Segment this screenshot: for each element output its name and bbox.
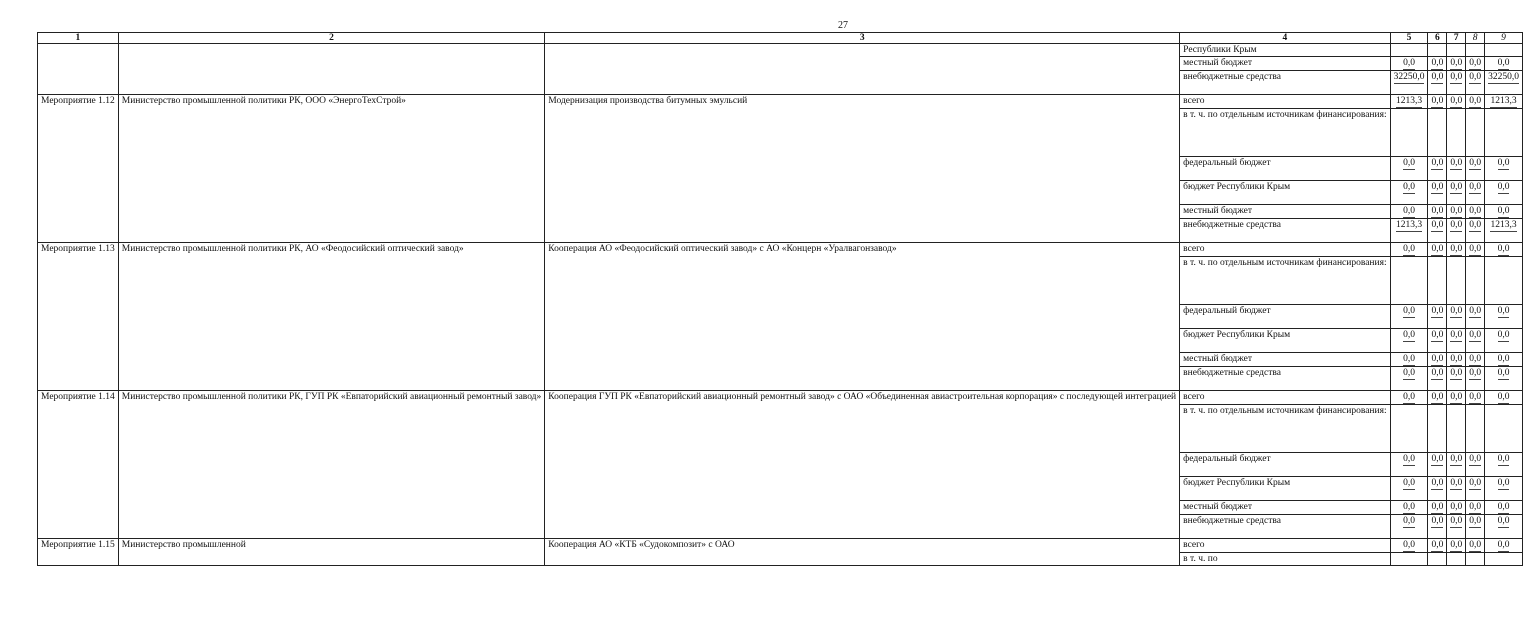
value-cell: [1447, 95, 1466, 109]
value-text: 0,0: [1497, 540, 1510, 550]
value-cell: [1466, 367, 1485, 391]
value-cell: [1428, 205, 1447, 219]
value-text: 0,0: [1469, 72, 1482, 82]
value-cell: [1466, 553, 1485, 566]
value-text: 0,0: [1497, 206, 1510, 216]
financing-table: [37, 32, 1523, 566]
value-text: 0,0: [1403, 368, 1415, 378]
value-cell: [1390, 181, 1428, 205]
value-text: 0,0: [1403, 392, 1415, 402]
col-header: 4: [1180, 33, 1390, 44]
value-text: 0,0: [1469, 354, 1482, 364]
value-text: 0,0: [1403, 182, 1415, 192]
value-text: 0,0: [1450, 540, 1463, 550]
value-text: 0,0: [1431, 96, 1444, 106]
value-text: 0,0: [1450, 220, 1463, 230]
value-text: 0,0: [1469, 330, 1482, 340]
value-cell: [1466, 501, 1485, 515]
value-text: 0,0: [1469, 306, 1482, 316]
value-text: 0,0: [1469, 182, 1482, 192]
value-text: 0,0: [1469, 478, 1482, 488]
header-row: [38, 33, 1523, 44]
value-cell: [1466, 539, 1485, 553]
value-text: 0,0: [1403, 58, 1415, 68]
value-cell: [1447, 57, 1466, 71]
value-text: 0,0: [1469, 392, 1482, 402]
value-text: 0,0: [1450, 72, 1463, 82]
value-cell: [1466, 353, 1485, 367]
value-cell: [1428, 515, 1447, 539]
value-text: 0,0: [1450, 244, 1463, 254]
value-text: 0,0: [1431, 454, 1444, 464]
value-cell: [1485, 367, 1523, 391]
table-row: [38, 243, 1523, 257]
value-cell: [1466, 109, 1485, 157]
value-text: 0,0: [1403, 516, 1415, 526]
measure-id: Мероприятие 1.15: [38, 539, 119, 566]
value-cell: [1428, 44, 1447, 57]
value-text: 0,0: [1431, 392, 1444, 402]
value-text: 0,0: [1450, 392, 1463, 402]
value-cell: [1466, 44, 1485, 57]
value-cell: [1428, 453, 1447, 477]
value-cell: [1428, 539, 1447, 553]
value-cell: [1485, 305, 1523, 329]
value-cell: [1485, 477, 1523, 501]
value-cell: [1447, 305, 1466, 329]
value-text: 0,0: [1469, 244, 1482, 254]
name-cell: [545, 44, 1180, 95]
value-cell: [1466, 257, 1485, 305]
value-cell: [1485, 553, 1523, 566]
source-cell: всего: [1180, 95, 1390, 109]
value-cell: [1485, 501, 1523, 515]
value-text: 0,0: [1469, 96, 1482, 106]
value-cell: [1390, 44, 1428, 57]
source-cell: в т. ч. по отдельным источникам финансирования:: [1180, 109, 1390, 157]
value-text: 0,0: [1403, 158, 1415, 168]
source-cell: внебюджетные средства: [1180, 219, 1390, 243]
value-cell: [1485, 515, 1523, 539]
value-cell: [1485, 219, 1523, 243]
value-cell: [1466, 181, 1485, 205]
value-text: 0,0: [1469, 158, 1482, 168]
value-cell: [1428, 501, 1447, 515]
value-cell: [1390, 391, 1428, 405]
value-cell: [1447, 553, 1466, 566]
value-cell: [1428, 243, 1447, 257]
value-cell: [1390, 205, 1428, 219]
value-cell: [1466, 157, 1485, 181]
value-cell: [1485, 181, 1523, 205]
col-header: 3: [545, 33, 1180, 44]
value-text: 0,0: [1403, 454, 1415, 464]
value-cell: [1485, 539, 1523, 553]
value-text: 0,0: [1497, 354, 1510, 364]
value-text: 0,0: [1469, 220, 1482, 230]
value-cell: [1428, 477, 1447, 501]
value-text: 0,0: [1403, 502, 1415, 512]
source-cell: внебюджетные средства: [1180, 71, 1390, 95]
value-cell: [1390, 353, 1428, 367]
value-cell: [1428, 553, 1447, 566]
value-text: 0,0: [1497, 244, 1510, 254]
source-cell: федеральный бюджет: [1180, 453, 1390, 477]
value-text: 0,0: [1431, 368, 1444, 378]
value-text: 0,0: [1497, 516, 1510, 526]
value-cell: [1485, 391, 1523, 405]
value-cell: [1447, 539, 1466, 553]
value-cell: [1447, 391, 1466, 405]
value-cell: [1466, 243, 1485, 257]
value-text: 0,0: [1403, 244, 1415, 254]
source-cell: федеральный бюджет: [1180, 305, 1390, 329]
value-cell: [1428, 219, 1447, 243]
value-text: 0,0: [1497, 58, 1510, 68]
source-cell: всего: [1180, 539, 1390, 553]
col-header: 8: [1466, 33, 1485, 44]
value-text: 0,0: [1431, 182, 1444, 192]
measure-id: Мероприятие 1.14: [38, 391, 119, 539]
source-cell: в т. ч. по отдельным источникам финансирования:: [1180, 405, 1390, 453]
value-cell: [1466, 453, 1485, 477]
table-row: [38, 44, 1523, 57]
value-text: 0,0: [1497, 392, 1510, 402]
value-cell: [1390, 477, 1428, 501]
value-cell: [1447, 109, 1466, 157]
source-cell: бюджет Республики Крым: [1180, 329, 1390, 353]
value-text: 0,0: [1469, 516, 1482, 526]
value-text: 0,0: [1450, 354, 1463, 364]
value-text: 0,0: [1497, 478, 1510, 488]
value-text: 0,0: [1431, 330, 1444, 340]
value-cell: [1447, 219, 1466, 243]
value-text: 0,0: [1450, 206, 1463, 216]
value-cell: [1447, 243, 1466, 257]
value-text: 0,0: [1403, 206, 1415, 216]
value-cell: [1466, 305, 1485, 329]
value-cell: [1466, 329, 1485, 353]
value-cell: [1466, 391, 1485, 405]
source-cell: в т. ч. по отдельным источникам финансирования:: [1180, 257, 1390, 305]
measure-name: Кооперация АО «Феодосийский оптический завод» с АО «Концерн «Уралвагонзавод»: [545, 243, 1180, 391]
value-text: 0,0: [1497, 158, 1510, 168]
value-text: 0,0: [1450, 454, 1463, 464]
value-text: 0,0: [1403, 330, 1415, 340]
value-text: 0,0: [1469, 454, 1482, 464]
value-cell: [1466, 71, 1485, 95]
executor: Министерство промышленной политики РК, АО «Феодосийский оптический завод»: [118, 243, 545, 391]
source-cell: бюджет Республики Крым: [1180, 477, 1390, 501]
table-body: [38, 44, 1523, 566]
value-text: 0,0: [1450, 96, 1463, 106]
value-cell: [1447, 181, 1466, 205]
value-cell: [1447, 329, 1466, 353]
value-text: 0,0: [1450, 158, 1463, 168]
value-text: 0,0: [1497, 502, 1510, 512]
value-cell: [1390, 71, 1428, 95]
value-cell: [1466, 219, 1485, 243]
value-cell: [1485, 205, 1523, 219]
executor: Министерство промышленной: [118, 539, 545, 566]
source-cell: местный бюджет: [1180, 501, 1390, 515]
value-cell: [1428, 181, 1447, 205]
value-cell: [1390, 367, 1428, 391]
source-cell: всего: [1180, 243, 1390, 257]
value-cell: [1447, 44, 1466, 57]
value-text: 0,0: [1450, 330, 1463, 340]
col-header: 1: [38, 33, 119, 44]
value-cell: [1390, 95, 1428, 109]
value-cell: [1390, 553, 1428, 566]
value-text: 0,0: [1497, 330, 1510, 340]
executor: Министерство промышленной политики РК, ГУП РК «Евпаторийский авиационный ремонтный завод»: [118, 391, 545, 539]
value-cell: [1485, 453, 1523, 477]
value-cell: [1390, 157, 1428, 181]
value-text: 32250,0: [1488, 72, 1519, 82]
col-header: 5: [1390, 33, 1428, 44]
value-cell: [1485, 109, 1523, 157]
value-cell: [1447, 257, 1466, 305]
source-cell: в т. ч. по: [1180, 553, 1390, 566]
value-cell: [1390, 515, 1428, 539]
value-text: 0,0: [1403, 354, 1415, 364]
value-cell: [1390, 539, 1428, 553]
col-header: 2: [118, 33, 545, 44]
measure-name: Модернизация производства битумных эмульсий: [545, 95, 1180, 243]
value-cell: [1485, 44, 1523, 57]
value-cell: [1485, 157, 1523, 181]
value-cell: [1390, 219, 1428, 243]
value-cell: [1428, 109, 1447, 157]
value-text: 0,0: [1497, 368, 1510, 378]
value-text: 0,0: [1450, 58, 1463, 68]
table-row: [38, 95, 1523, 109]
value-cell: [1466, 477, 1485, 501]
executor-cell: [118, 44, 545, 95]
value-text: 1213,3: [1490, 220, 1517, 230]
col-header: 6: [1428, 33, 1447, 44]
value-text: 0,0: [1497, 182, 1510, 192]
value-text: 1213,3: [1395, 220, 1423, 230]
value-cell: [1485, 257, 1523, 305]
value-text: 0,0: [1450, 502, 1463, 512]
value-cell: [1428, 391, 1447, 405]
value-cell: [1447, 157, 1466, 181]
value-text: 0,0: [1450, 516, 1463, 526]
value-cell: [1428, 353, 1447, 367]
value-text: 0,0: [1431, 72, 1444, 82]
value-cell: [1390, 405, 1428, 453]
value-cell: [1390, 305, 1428, 329]
value-cell: [1390, 243, 1428, 257]
source-cell: Республики Крым: [1180, 44, 1390, 57]
value-cell: [1428, 405, 1447, 453]
value-text: 1213,3: [1395, 96, 1423, 106]
measure-id: Мероприятие 1.13: [38, 243, 119, 391]
col-header: 9: [1485, 33, 1523, 44]
measure-name: Кооперация АО «КТБ «Судокомпозит» с ОАО: [545, 539, 1180, 566]
value-cell: [1485, 329, 1523, 353]
value-text: 0,0: [1431, 478, 1444, 488]
value-cell: [1485, 243, 1523, 257]
source-cell: всего: [1180, 391, 1390, 405]
value-text: 0,0: [1469, 540, 1482, 550]
value-text: 0,0: [1403, 478, 1415, 488]
value-text: 0,0: [1431, 306, 1444, 316]
value-text: 0,0: [1431, 244, 1444, 254]
value-cell: [1447, 71, 1466, 95]
col-header: 7: [1447, 33, 1466, 44]
value-text: 0,0: [1431, 158, 1444, 168]
value-text: 0,0: [1431, 354, 1444, 364]
value-cell: [1485, 57, 1523, 71]
table-row: [38, 539, 1523, 553]
value-cell: [1485, 95, 1523, 109]
value-cell: [1447, 367, 1466, 391]
value-cell: [1447, 515, 1466, 539]
value-text: 0,0: [1469, 502, 1482, 512]
value-text: 0,0: [1431, 58, 1444, 68]
value-text: 0,0: [1431, 516, 1444, 526]
value-text: 0,0: [1497, 306, 1510, 316]
value-text: 0,0: [1431, 220, 1444, 230]
source-cell: бюджет Республики Крым: [1180, 181, 1390, 205]
value-cell: [1485, 405, 1523, 453]
value-cell: [1447, 501, 1466, 515]
value-cell: [1390, 453, 1428, 477]
page-number: 27: [838, 20, 848, 31]
value-cell: [1390, 257, 1428, 305]
value-cell: [1428, 329, 1447, 353]
value-cell: [1428, 305, 1447, 329]
source-cell: местный бюджет: [1180, 205, 1390, 219]
value-cell: [1390, 57, 1428, 71]
source-cell: федеральный бюджет: [1180, 157, 1390, 181]
value-text: 1213,3: [1490, 96, 1517, 106]
value-text: 0,0: [1450, 182, 1463, 192]
value-text: 0,0: [1450, 478, 1463, 488]
source-cell: внебюджетные средства: [1180, 515, 1390, 539]
value-cell: [1428, 71, 1447, 95]
value-cell: [1390, 501, 1428, 515]
value-cell: [1466, 405, 1485, 453]
source-cell: местный бюджет: [1180, 353, 1390, 367]
value-cell: [1485, 71, 1523, 95]
value-cell: [1428, 57, 1447, 71]
value-cell: [1466, 515, 1485, 539]
value-cell: [1447, 205, 1466, 219]
value-cell: [1447, 477, 1466, 501]
table-row: [38, 391, 1523, 405]
value-cell: [1428, 367, 1447, 391]
value-text: 32250,0: [1393, 72, 1425, 82]
value-text: 0,0: [1469, 206, 1482, 216]
value-cell: [1466, 57, 1485, 71]
value-cell: [1428, 95, 1447, 109]
value-text: 0,0: [1450, 368, 1463, 378]
value-cell: [1428, 157, 1447, 181]
value-text: 0,0: [1403, 540, 1415, 550]
source-cell: местный бюджет: [1180, 57, 1390, 71]
value-cell: [1428, 257, 1447, 305]
value-text: 0,0: [1431, 540, 1444, 550]
source-cell: внебюджетные средства: [1180, 367, 1390, 391]
value-cell: [1447, 353, 1466, 367]
measure-id: Мероприятие 1.12: [38, 95, 119, 243]
value-text: 0,0: [1431, 502, 1444, 512]
value-cell: [1390, 109, 1428, 157]
measure-name: Кооперация ГУП РК «Евпаторийский авиационный ремонтный завод» с ОАО «Объединенная авиастроительная корпорация» с последующей интеграцией: [545, 391, 1180, 539]
value-cell: [1466, 95, 1485, 109]
value-cell: [1447, 453, 1466, 477]
value-text: 0,0: [1450, 306, 1463, 316]
value-text: 0,0: [1403, 306, 1415, 316]
value-text: 0,0: [1469, 368, 1482, 378]
value-text: 0,0: [1431, 206, 1444, 216]
executor: Министерство промышленной политики РК, ООО «ЭнергоТехСтрой»: [118, 95, 545, 243]
measure-cell: [38, 44, 119, 95]
value-cell: [1447, 405, 1466, 453]
value-cell: [1466, 205, 1485, 219]
value-cell: [1390, 329, 1428, 353]
value-text: 0,0: [1497, 454, 1510, 464]
value-text: 0,0: [1469, 58, 1482, 68]
value-cell: [1485, 353, 1523, 367]
